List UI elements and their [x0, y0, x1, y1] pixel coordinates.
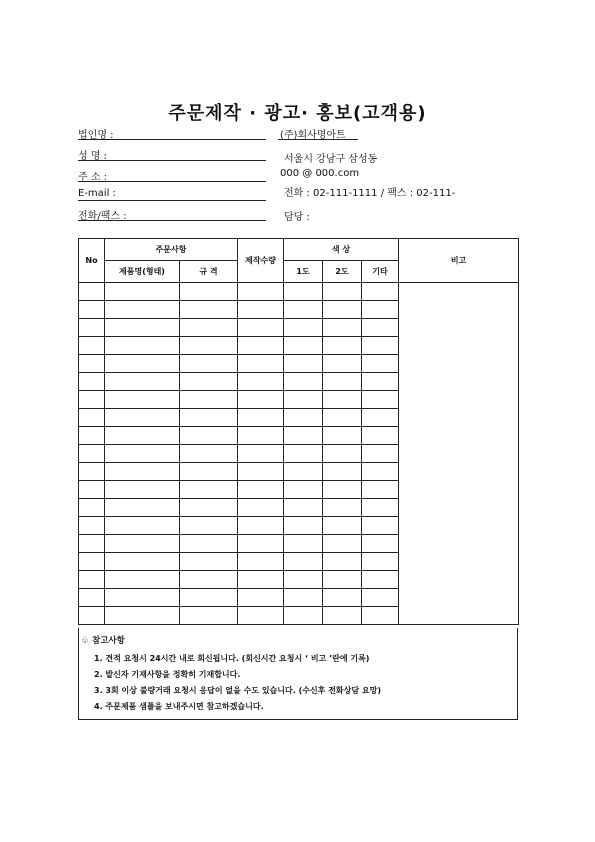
cell-no[interactable] [79, 445, 105, 463]
cell-spec[interactable] [180, 427, 238, 445]
cell-quantity[interactable] [238, 427, 284, 445]
cell-color-other[interactable] [362, 373, 399, 391]
order-row [79, 283, 519, 301]
cell-no[interactable] [79, 481, 105, 499]
cell-color-other[interactable] [362, 517, 399, 535]
cell-color-2[interactable] [323, 409, 362, 427]
cell-spec[interactable] [180, 373, 238, 391]
supplier-company-underline [278, 139, 358, 140]
cell-spec[interactable] [180, 355, 238, 373]
cell-color-2[interactable] [323, 373, 362, 391]
supplier-address: 서울시 강남구 삼성동 [284, 154, 378, 165]
cell-no[interactable] [79, 607, 105, 625]
header-color-2: 2도 [323, 261, 362, 283]
cell-color-1[interactable] [284, 427, 323, 445]
cell-no[interactable] [79, 589, 105, 607]
cell-color-2[interactable] [323, 499, 362, 517]
cell-color-1[interactable] [284, 301, 323, 319]
cell-spec[interactable] [180, 517, 238, 535]
supplier-phone-fax: 전화 : 02-111-1111 / 팩스 : 02-111- [284, 188, 456, 199]
notes-heading-text: 참고사항 [92, 636, 125, 646]
note-item: 1. 견적 요청시 24시간 내로 회신됩니다. (회신시간 요청시 ‘ 비고 ’란에 기록) [94, 654, 370, 663]
cell-color-1[interactable] [284, 607, 323, 625]
cell-color-1[interactable] [284, 373, 323, 391]
header-product-name: 제품명(형태) [105, 261, 180, 283]
cell-no[interactable] [79, 283, 105, 301]
name-line[interactable] [78, 160, 266, 161]
cell-product-name[interactable] [105, 319, 180, 337]
cell-spec[interactable] [180, 337, 238, 355]
cell-no[interactable] [79, 337, 105, 355]
cell-product-name[interactable] [105, 517, 180, 535]
cell-no[interactable] [79, 571, 105, 589]
order-table [78, 238, 519, 625]
cell-quantity[interactable] [238, 535, 284, 553]
header-color: 색 상 [284, 239, 399, 261]
cell-product-name[interactable] [105, 337, 180, 355]
phone-fax-line[interactable] [78, 220, 266, 221]
cell-product-name[interactable] [105, 391, 180, 409]
cell-spec[interactable] [180, 319, 238, 337]
cell-quantity[interactable] [238, 301, 284, 319]
header-no: No [79, 239, 105, 283]
email-label: E-mail : [78, 188, 116, 199]
cell-color-1[interactable] [284, 553, 323, 571]
cell-product-name[interactable] [105, 301, 180, 319]
cell-color-other[interactable] [362, 463, 399, 481]
phone-fax-label: 전화/팩스 : [78, 211, 127, 222]
cell-spec[interactable] [180, 571, 238, 589]
cell-quantity[interactable] [238, 481, 284, 499]
cell-spec[interactable] [180, 445, 238, 463]
cell-no[interactable] [79, 301, 105, 319]
cell-color-2[interactable] [323, 571, 362, 589]
header-order-items: 주문사항 [105, 239, 238, 261]
cell-no[interactable] [79, 355, 105, 373]
cell-spec[interactable] [180, 391, 238, 409]
cell-color-1[interactable] [284, 319, 323, 337]
cell-product-name[interactable] [105, 571, 180, 589]
cell-color-2[interactable] [323, 427, 362, 445]
cell-product-name[interactable] [105, 373, 180, 391]
cell-color-other[interactable] [362, 355, 399, 373]
cell-color-1[interactable] [284, 589, 323, 607]
header-spec: 규 격 [180, 261, 238, 283]
cell-color-2[interactable] [323, 301, 362, 319]
cell-color-other[interactable] [362, 301, 399, 319]
cell-color-other[interactable] [362, 607, 399, 625]
cell-no[interactable] [79, 535, 105, 553]
cell-product-name[interactable] [105, 607, 180, 625]
cell-no[interactable] [79, 427, 105, 445]
cell-color-1[interactable] [284, 337, 323, 355]
notes-heading [81, 634, 125, 646]
cell-quantity[interactable] [238, 607, 284, 625]
cell-color-2[interactable] [323, 463, 362, 481]
cell-color-1[interactable] [284, 391, 323, 409]
cell-no[interactable] [79, 319, 105, 337]
cell-color-1[interactable] [284, 517, 323, 535]
cell-spec[interactable] [180, 535, 238, 553]
cell-product-name[interactable] [105, 463, 180, 481]
cell-no[interactable] [79, 499, 105, 517]
note-item: 4. 주문제품 샘플을 보내주시면 참고하겠습니다. [94, 702, 264, 711]
cell-color-2[interactable] [323, 283, 362, 301]
name-label: 성 명 : [78, 151, 108, 162]
cell-spec[interactable] [180, 553, 238, 571]
cell-color-2[interactable] [323, 535, 362, 553]
cell-product-name[interactable] [105, 499, 180, 517]
cell-quantity[interactable] [238, 571, 284, 589]
cell-color-1[interactable] [284, 355, 323, 373]
supplier-email: 000 @ 000.com [280, 168, 360, 179]
cell-color-2[interactable] [323, 337, 362, 355]
cell-no[interactable] [79, 553, 105, 571]
cell-spec[interactable] [180, 463, 238, 481]
cell-spec[interactable] [180, 301, 238, 319]
cell-color-2[interactable] [323, 319, 362, 337]
cell-quantity[interactable] [238, 463, 284, 481]
cell-quantity[interactable] [238, 499, 284, 517]
cell-color-1[interactable] [284, 409, 323, 427]
cell-spec[interactable] [180, 589, 238, 607]
supplier-contact: 담당 : [284, 212, 310, 223]
header-remarks: 비고 [399, 239, 519, 283]
cell-color-other[interactable] [362, 409, 399, 427]
cell-color-other[interactable] [362, 445, 399, 463]
cell-color-1[interactable] [284, 463, 323, 481]
cell-product-name[interactable] [105, 589, 180, 607]
cell-color-other[interactable] [362, 427, 399, 445]
cell-color-other[interactable] [362, 589, 399, 607]
cell-quantity[interactable] [238, 319, 284, 337]
address-label: 주 소 : [78, 172, 108, 183]
cell-color-1[interactable] [284, 571, 323, 589]
cell-no[interactable] [79, 391, 105, 409]
cell-color-1[interactable] [284, 283, 323, 301]
cell-no[interactable] [79, 373, 105, 391]
cell-product-name[interactable] [105, 481, 180, 499]
header-color-1: 1도 [284, 261, 323, 283]
cell-color-other[interactable] [362, 553, 399, 571]
note-item: 2. 발신자 기재사항을 정확히 기재합니다. [94, 670, 241, 679]
email-line[interactable] [78, 200, 266, 201]
cell-no[interactable] [79, 409, 105, 427]
cell-quantity[interactable] [238, 283, 284, 301]
header-quantity: 제작수량 [238, 239, 284, 283]
cell-spec[interactable] [180, 409, 238, 427]
cell-color-other[interactable] [362, 571, 399, 589]
document-title: 주문제작 · 광고· 홍보(고객용) [168, 103, 427, 124]
clover-icon: ♧ [81, 636, 90, 646]
cell-quantity[interactable] [238, 445, 284, 463]
cell-spec[interactable] [180, 283, 238, 301]
cell-quantity[interactable] [238, 553, 284, 571]
cell-spec[interactable] [180, 607, 238, 625]
cell-color-other[interactable] [362, 337, 399, 355]
cell-quantity[interactable] [238, 337, 284, 355]
cell-product-name[interactable] [105, 427, 180, 445]
cell-color-other[interactable] [362, 499, 399, 517]
note-item: 3. 3회 이상 불량거래 요청시 응답이 없을 수도 있습니다. (수신후 전화상담 요망) [94, 686, 381, 695]
header-color-other: 기타 [362, 261, 399, 283]
cell-product-name[interactable] [105, 535, 180, 553]
cell-quantity[interactable] [238, 589, 284, 607]
cell-color-1[interactable] [284, 445, 323, 463]
cell-color-2[interactable] [323, 355, 362, 373]
cell-product-name[interactable] [105, 283, 180, 301]
address-line[interactable] [78, 181, 266, 182]
cell-no[interactable] [79, 463, 105, 481]
cell-color-other[interactable] [362, 283, 399, 301]
cell-color-2[interactable] [323, 553, 362, 571]
cell-no[interactable] [79, 517, 105, 535]
cell-quantity[interactable] [238, 355, 284, 373]
cell-color-2[interactable] [323, 481, 362, 499]
cell-color-1[interactable] [284, 481, 323, 499]
cell-color-other[interactable] [362, 391, 399, 409]
cell-product-name[interactable] [105, 553, 180, 571]
cell-color-2[interactable] [323, 391, 362, 409]
cell-color-other[interactable] [362, 481, 399, 499]
cell-product-name[interactable] [105, 445, 180, 463]
cell-product-name[interactable] [105, 409, 180, 427]
cell-quantity[interactable] [238, 391, 284, 409]
company-name-line[interactable] [78, 139, 266, 140]
cell-color-2[interactable] [323, 607, 362, 625]
cell-quantity[interactable] [238, 373, 284, 391]
company-name-label: 법인명 : [78, 130, 114, 141]
cell-spec[interactable] [180, 481, 238, 499]
cell-color-1[interactable] [284, 535, 323, 553]
cell-color-2[interactable] [323, 589, 362, 607]
cell-color-1[interactable] [284, 499, 323, 517]
cell-color-2[interactable] [323, 517, 362, 535]
cell-quantity[interactable] [238, 409, 284, 427]
cell-spec[interactable] [180, 499, 238, 517]
cell-product-name[interactable] [105, 355, 180, 373]
cell-remarks[interactable] [399, 283, 519, 625]
notes-section [78, 628, 518, 720]
customer-info [78, 122, 518, 222]
cell-color-other[interactable] [362, 535, 399, 553]
cell-color-other[interactable] [362, 319, 399, 337]
cell-color-2[interactable] [323, 445, 362, 463]
cell-quantity[interactable] [238, 517, 284, 535]
supplier-company: (주)회사명아트 [280, 130, 346, 141]
